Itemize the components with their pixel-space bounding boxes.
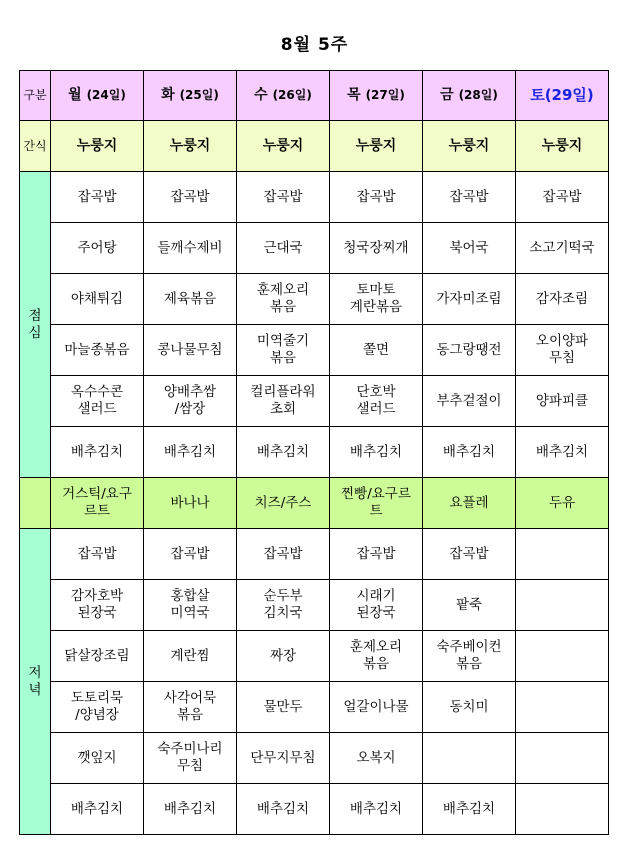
afternoon-snack-cell: [330, 478, 423, 529]
dinner-cell: [330, 529, 423, 580]
afternoon-snack-cell-text: 거스틱/요구 르트: [62, 486, 132, 519]
dinner-cell: [51, 784, 144, 835]
lunch-cell-text: 콩나물무침: [157, 341, 223, 358]
day-name: 화: [161, 87, 175, 103]
dinner-cell: [237, 682, 330, 733]
lunch-cell-text: 잡곡밥: [170, 188, 210, 205]
lunch-cell-text: 옥수수콘 샐러드: [70, 384, 124, 417]
lunch-cell: [237, 223, 330, 274]
dinner-cell-text: 닭살장조림: [64, 647, 130, 664]
lunch-cell: [423, 376, 516, 427]
lunch-cell-text: 들깨수제비: [157, 239, 223, 256]
lunch-cell-text: 주어탕: [77, 239, 117, 256]
lunch-cell: [330, 427, 423, 478]
lunch-cell: [51, 274, 144, 325]
lunch-cell: [51, 172, 144, 223]
dinner-cell: [423, 580, 516, 631]
lunch-cell: [144, 223, 237, 274]
dinner-cell-text: 훈제오리 볶음: [349, 639, 403, 672]
dinner-cell: [51, 529, 144, 580]
lunch-cell-text: 오이양파 무침: [535, 333, 589, 366]
lunch-cell-text: 배추김치: [442, 443, 496, 460]
lunch-cell-text: 양배추쌈 /쌈장: [163, 384, 217, 417]
lunch-cell-text: 근대국: [263, 239, 303, 256]
lunch-row: [20, 172, 609, 223]
dinner-cell: [51, 682, 144, 733]
lunch-cell-text: 동그랑땡전: [436, 341, 502, 358]
dinner-cell: [516, 784, 609, 835]
lunch-cell-text: 잡곡밥: [263, 188, 303, 205]
lunch-row: [20, 274, 609, 325]
lunch-cell-text: 단호박 샐러드: [356, 384, 396, 417]
afternoon-snack-cell: [516, 478, 609, 529]
snack-cell: [144, 121, 237, 172]
dinner-cell: [237, 580, 330, 631]
dinner-cell-text: 오복지: [356, 749, 396, 766]
lunch-cell-text: 잡곡밥: [449, 188, 489, 205]
lunch-cell: [237, 325, 330, 376]
snack-row: [20, 121, 609, 172]
snack-label-cell: [20, 121, 51, 172]
snack-cell: [516, 121, 609, 172]
lunch-cell: [516, 172, 609, 223]
lunch-cell: [144, 376, 237, 427]
lunch-cell-text: 배추김치: [349, 443, 403, 460]
dinner-cell-text: 배추김치: [256, 800, 310, 817]
dinner-cell: [423, 784, 516, 835]
dinner-cell-text: 잡곡밥: [449, 545, 489, 562]
lunch-cell-text: 잡곡밥: [542, 188, 582, 205]
lunch-label-cell: [20, 172, 51, 478]
dinner-cell-text: 배추김치: [349, 800, 403, 817]
dinner-label-cell: [20, 529, 51, 835]
dinner-row: [20, 580, 609, 631]
dinner-cell-text: 배추김치: [70, 800, 124, 817]
lunch-row: [20, 427, 609, 478]
dinner-cell-text: 잡곡밥: [263, 545, 303, 562]
dinner-row: [20, 784, 609, 835]
afternoon-snack-cell: [237, 478, 330, 529]
day-header-3: [330, 71, 423, 121]
afternoon-snack-cell-text: 두유: [548, 494, 576, 511]
day-header-5: [516, 71, 609, 121]
dinner-cell: [144, 529, 237, 580]
afternoon-snack-cell: [423, 478, 516, 529]
dinner-cell: [330, 784, 423, 835]
dinner-cell: [423, 682, 516, 733]
day-name: 수: [254, 87, 268, 103]
dinner-cell: [423, 529, 516, 580]
dinner-cell: [330, 733, 423, 784]
lunch-cell-text: 제육볶음: [163, 290, 217, 307]
dinner-cell: [516, 733, 609, 784]
snack-cell: [237, 121, 330, 172]
lunch-cell: [516, 376, 609, 427]
snack-cell-text: 누룽지: [355, 137, 397, 154]
lunch-row: [20, 223, 609, 274]
lunch-cell: [330, 325, 423, 376]
snack-cell-text: 누룽지: [262, 137, 304, 154]
day-date: (24일): [86, 88, 126, 102]
dinner-cell: [423, 733, 516, 784]
dinner-cell: [330, 631, 423, 682]
snack-cell-text: 누룽지: [76, 137, 118, 154]
lunch-cell: [330, 172, 423, 223]
lunch-cell: [423, 223, 516, 274]
dinner-cell-text: 홍합살 미역국: [170, 588, 210, 621]
lunch-cell-text: 훈제오리 볶음: [256, 282, 310, 315]
lunch-cell: [516, 325, 609, 376]
lunch-cell: [423, 427, 516, 478]
dinner-cell-text: 단무지무침: [250, 749, 316, 766]
day-name: 목: [347, 87, 361, 103]
day-header-2: [237, 71, 330, 121]
lunch-cell-text: 배추김치: [163, 443, 217, 460]
dinner-cell: [516, 580, 609, 631]
snack-cell-text: 누룽지: [541, 137, 583, 154]
dinner-cell: [51, 631, 144, 682]
dinner-cell-text: 물만두: [263, 698, 303, 715]
snack-cell: [51, 121, 144, 172]
dinner-cell: [144, 580, 237, 631]
dinner-cell-text: 사각어묵 볶음: [163, 690, 217, 723]
lunch-cell-text: 배추김치: [535, 443, 589, 460]
day-date: (28일): [458, 88, 498, 102]
lunch-cell-text: 잡곡밥: [77, 188, 117, 205]
dinner-cell: [51, 733, 144, 784]
dinner-cell-text: 숙주미나리 무침: [157, 741, 223, 774]
lunch-cell-text: 미역줄기 볶음: [256, 333, 310, 366]
dinner-cell: [144, 784, 237, 835]
snack-cell: [423, 121, 516, 172]
dinner-row: [20, 733, 609, 784]
dinner-cell-text: 잡곡밥: [170, 545, 210, 562]
dinner-cell: [144, 733, 237, 784]
lunch-cell-text: 컬리플라워 초회: [250, 384, 316, 417]
dinner-label: 저녁: [28, 664, 42, 698]
header-label-cell-text: 구분: [23, 88, 47, 102]
lunch-cell: [51, 223, 144, 274]
dinner-cell-text: 동치미: [449, 698, 489, 715]
dinner-cell: [144, 682, 237, 733]
lunch-row: [20, 376, 609, 427]
dinner-cell-text: 감자호박 된장국: [70, 588, 124, 621]
lunch-cell-text: 야채튀김: [70, 290, 124, 307]
day-date: (27일): [365, 88, 405, 102]
dinner-cell: [423, 631, 516, 682]
lunch-cell: [516, 427, 609, 478]
lunch-cell: [237, 274, 330, 325]
dinner-cell: [51, 580, 144, 631]
lunch-cell: [144, 427, 237, 478]
lunch-cell: [423, 325, 516, 376]
afternoon-snack-cell: [144, 478, 237, 529]
dinner-cell: [330, 682, 423, 733]
lunch-cell-text: 쫄면: [362, 341, 390, 358]
afternoon-snack-label-cell: [20, 478, 51, 529]
dinner-cell: [516, 631, 609, 682]
day-header-4: [423, 71, 516, 121]
dinner-cell-text: 도토리묵 /양념장: [70, 690, 124, 723]
day-header-0: [51, 71, 144, 121]
menu-table: [19, 70, 609, 835]
dinner-cell-text: 잡곡밥: [77, 545, 117, 562]
afternoon-snack-cell: [51, 478, 144, 529]
page-title: 8월 5주: [280, 35, 349, 55]
lunch-cell-text: 청국장찌개: [343, 239, 409, 256]
afternoon-snack-cell-text: 찐빵/요구르 트: [341, 486, 411, 519]
snack-cell-text: 누룽지: [169, 137, 211, 154]
day-name: 월: [68, 87, 82, 103]
lunch-cell-text: 가자미조림: [436, 290, 502, 307]
afternoon-snack-cell-text: 바나나: [170, 494, 210, 511]
dinner-cell-text: 배추김치: [163, 800, 217, 817]
lunch-cell: [144, 325, 237, 376]
lunch-cell: [423, 172, 516, 223]
dinner-cell: [237, 733, 330, 784]
afternoon-snack-cell-text: 요플레: [449, 494, 489, 511]
dinner-row: [20, 682, 609, 733]
dinner-row: [20, 631, 609, 682]
lunch-cell: [237, 172, 330, 223]
dinner-cell: [516, 682, 609, 733]
dinner-cell-text: 팥죽: [455, 596, 483, 613]
dinner-cell-text: 순두부 김치국: [263, 588, 303, 621]
lunch-cell-text: 잡곡밥: [356, 188, 396, 205]
lunch-cell: [51, 427, 144, 478]
dinner-cell-text: 깻잎지: [77, 749, 117, 766]
dinner-cell: [237, 529, 330, 580]
header-label-cell: [20, 71, 51, 121]
snack-label-cell-text: 간식: [23, 138, 47, 153]
day-date: (26일): [272, 88, 312, 102]
lunch-cell: [51, 325, 144, 376]
lunch-cell: [144, 172, 237, 223]
dinner-cell-text: 얼갈이나물: [343, 698, 409, 715]
dinner-cell-text: 계란찜: [170, 647, 210, 664]
lunch-cell: [144, 274, 237, 325]
header-row: [20, 71, 609, 121]
lunch-cell-text: 마늘종볶음: [64, 341, 130, 358]
lunch-cell: [330, 376, 423, 427]
lunch-cell-text: 배추김치: [256, 443, 310, 460]
lunch-cell-text: 소고기떡국: [529, 239, 595, 256]
snack-cell-text: 누룽지: [448, 137, 490, 154]
day-name: 금: [440, 87, 454, 103]
lunch-cell: [516, 223, 609, 274]
dinner-cell: [237, 631, 330, 682]
lunch-cell-text: 부추겉절이: [436, 392, 502, 409]
lunch-cell: [51, 376, 144, 427]
lunch-cell: [237, 427, 330, 478]
lunch-cell-text: 배추김치: [70, 443, 124, 460]
day-name: 토: [530, 86, 545, 104]
snack-cell: [330, 121, 423, 172]
dinner-row: [20, 529, 609, 580]
lunch-row: [20, 325, 609, 376]
lunch-cell-text: 감자조림: [535, 290, 589, 307]
day-header-1: [144, 71, 237, 121]
dinner-cell-text: 숙주베이컨 볶음: [436, 639, 502, 672]
dinner-cell: [330, 580, 423, 631]
dinner-cell-text: 배추김치: [442, 800, 496, 817]
lunch-cell-text: 토마토 계란볶음: [349, 282, 403, 315]
lunch-cell: [330, 223, 423, 274]
dinner-cell: [516, 529, 609, 580]
lunch-cell: [423, 274, 516, 325]
dinner-cell: [237, 784, 330, 835]
lunch-cell-text: 양파피클: [535, 392, 589, 409]
day-date: (25일): [179, 88, 219, 102]
dinner-cell-text: 잡곡밥: [356, 545, 396, 562]
lunch-cell: [516, 274, 609, 325]
day-date: (29일): [544, 86, 594, 104]
afternoon-snack-row: [20, 478, 609, 529]
lunch-label: 점심: [28, 307, 42, 341]
lunch-cell-text: 북어국: [449, 239, 489, 256]
dinner-cell-text: 짜장: [269, 647, 297, 664]
afternoon-snack-cell-text: 치즈/주스: [254, 494, 312, 511]
lunch-cell: [237, 376, 330, 427]
dinner-cell-text: 시래기 된장국: [356, 588, 396, 621]
lunch-cell: [330, 274, 423, 325]
dinner-cell: [144, 631, 237, 682]
